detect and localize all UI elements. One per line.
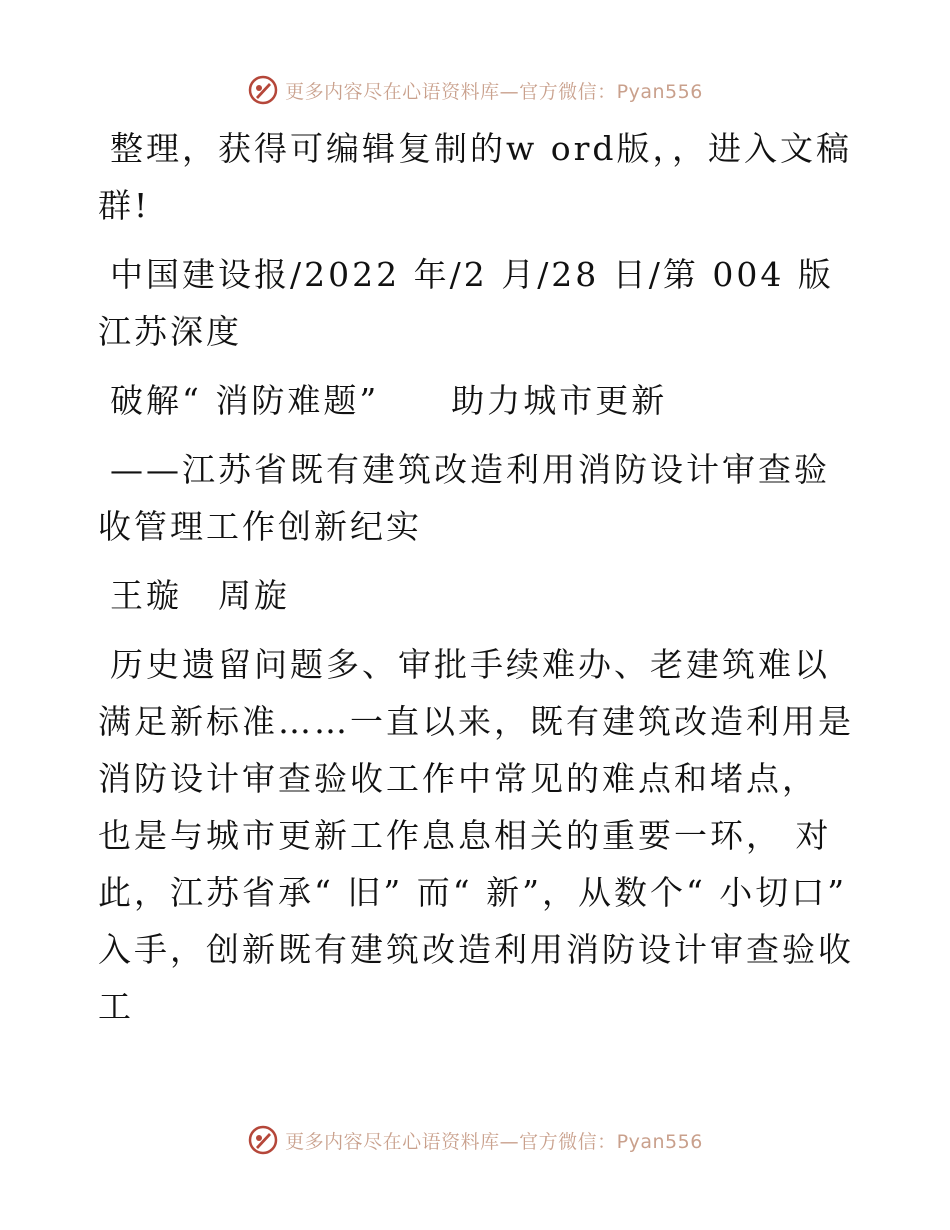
intro-line: 整理，获得可编辑复制的w ord版，，进入文稿群! <box>98 129 853 225</box>
source-line: 中国建设报/2022 年/2 月/28 日/第 004 版江苏深度 <box>98 255 834 351</box>
article-authors: 王璇 周旋 <box>110 576 290 615</box>
article-paragraph: 历史遗留问题多、审批手续难办、老建筑难以满足新标准……一直以来，既有建筑改造利用是消防设计审查验收工作中常见的难点和堵点， 也是与城市更新工作息息相关的重要一环， 对此，江苏省承“ 旧” 而“ 新”，从数个“ 小切口” 入手，创新既有建筑改造利用消防设计审查验收工 <box>98 645 854 1026</box>
article-subtitle: ——江苏省既有建筑改造利用消防设计审查验收管理工作创新纪实 <box>98 450 830 546</box>
watermark-banner-top <box>0 70 950 110</box>
document-body <box>98 120 858 1047</box>
watermark-banner-bottom <box>0 1120 950 1160</box>
watermark-text: 更多内容尽在心语资料库—官方微信：Pyan556 <box>285 80 703 103</box>
watermark-text: 更多内容尽在心语资料库—官方微信：Pyan556 <box>285 1130 703 1153</box>
quill-logo-icon <box>247 74 279 106</box>
article-title: 破解“ 消防难题” 助力城市更新 <box>110 381 668 420</box>
quill-logo-icon <box>247 1124 279 1156</box>
